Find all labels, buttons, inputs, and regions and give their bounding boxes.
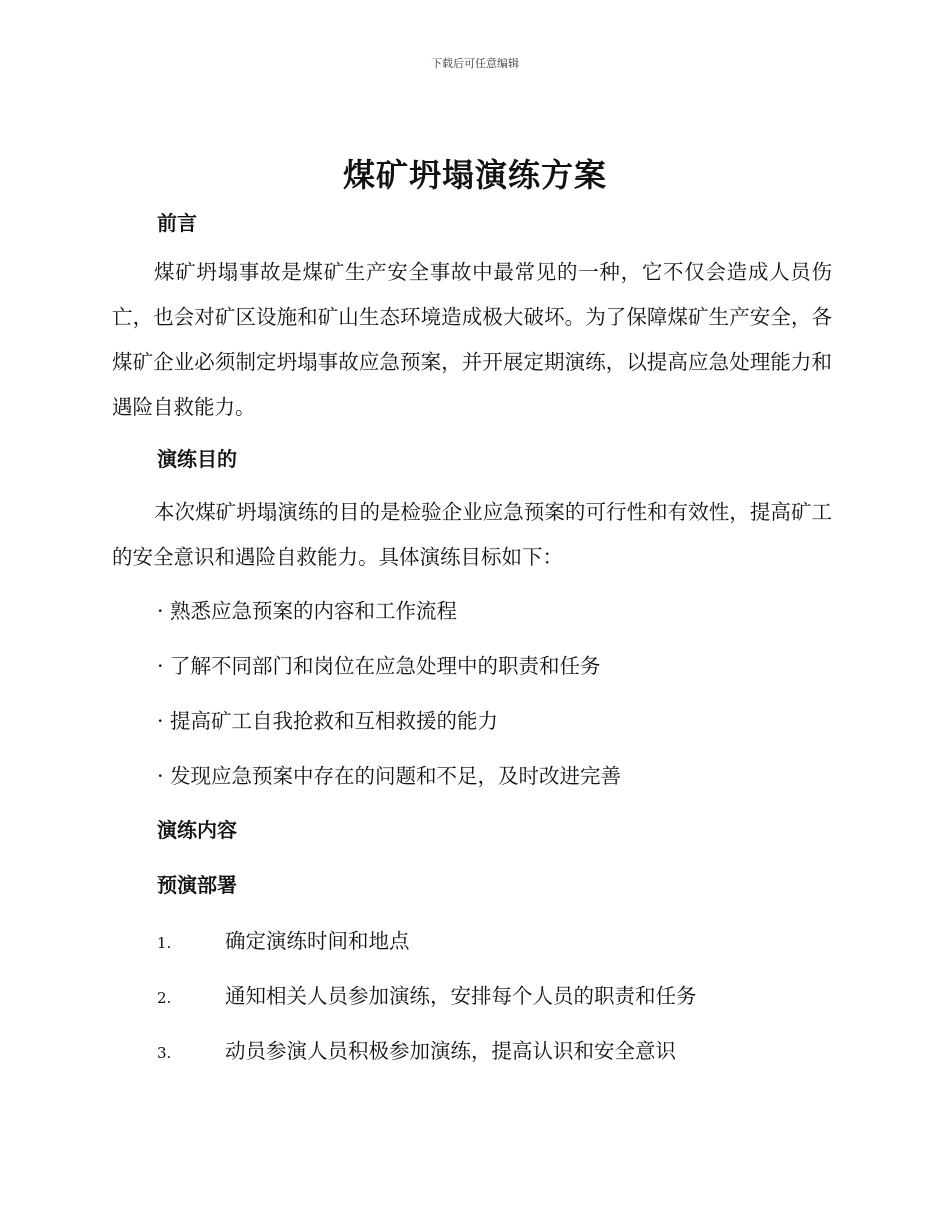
deploy-item-number: 2. (157, 989, 172, 1007)
deploy-item (157, 1034, 676, 1064)
document-title: 煤矿坍塌演练方案 (342, 156, 607, 194)
goal-item: · 了解不同部门和岗位在应急处理中的职责和任务 (157, 654, 601, 678)
deploy-item-text: 动员参演人员积极参加演练，提高认识和安全意识 (225, 1039, 676, 1063)
goal-item: · 发现应急预案中存在的问题和不足，及时改进完善 (157, 764, 622, 788)
heading-deploy: 预演部署 (157, 873, 237, 897)
deploy-item (157, 979, 697, 1009)
deploy-item-text: 通知相关人员参加演练，安排每个人员的职责和任务 (225, 984, 697, 1008)
heading-purpose: 演练目的 (157, 447, 237, 471)
deploy-item-number: 3. (157, 1044, 172, 1062)
purpose-paragraph: 本次煤矿坍塌演练的目的是检验企业应急预案的可行性和有效性，提高矿工的安全意识和遇险自救能力。具体演练目标如下： (112, 500, 832, 569)
deploy-item-number: 1. (157, 934, 172, 952)
deploy-item (157, 924, 410, 954)
goal-item: · 熟悉应急预案的内容和工作流程 (157, 599, 458, 623)
goal-item: · 提高矿工自我抢救和互相救援的能力 (157, 709, 499, 733)
header-note: 下载后可任意编辑 (431, 57, 519, 70)
heading-preface: 前言 (157, 211, 197, 235)
heading-content: 演练内容 (157, 818, 237, 842)
preface-paragraph: 煤矿坍塌事故是煤矿生产安全事故中最常见的一种，它不仅会造成人员伤亡，也会对矿区设施和矿山生态环境造成极大破坏。为了保障煤矿生产安全，各煤矿企业必须制定坍塌事故应急预案，并开展定期演练，以提高应急处理能力和遇险自救能力。 (112, 260, 832, 419)
deploy-item-text: 确定演练时间和地点 (225, 929, 410, 953)
